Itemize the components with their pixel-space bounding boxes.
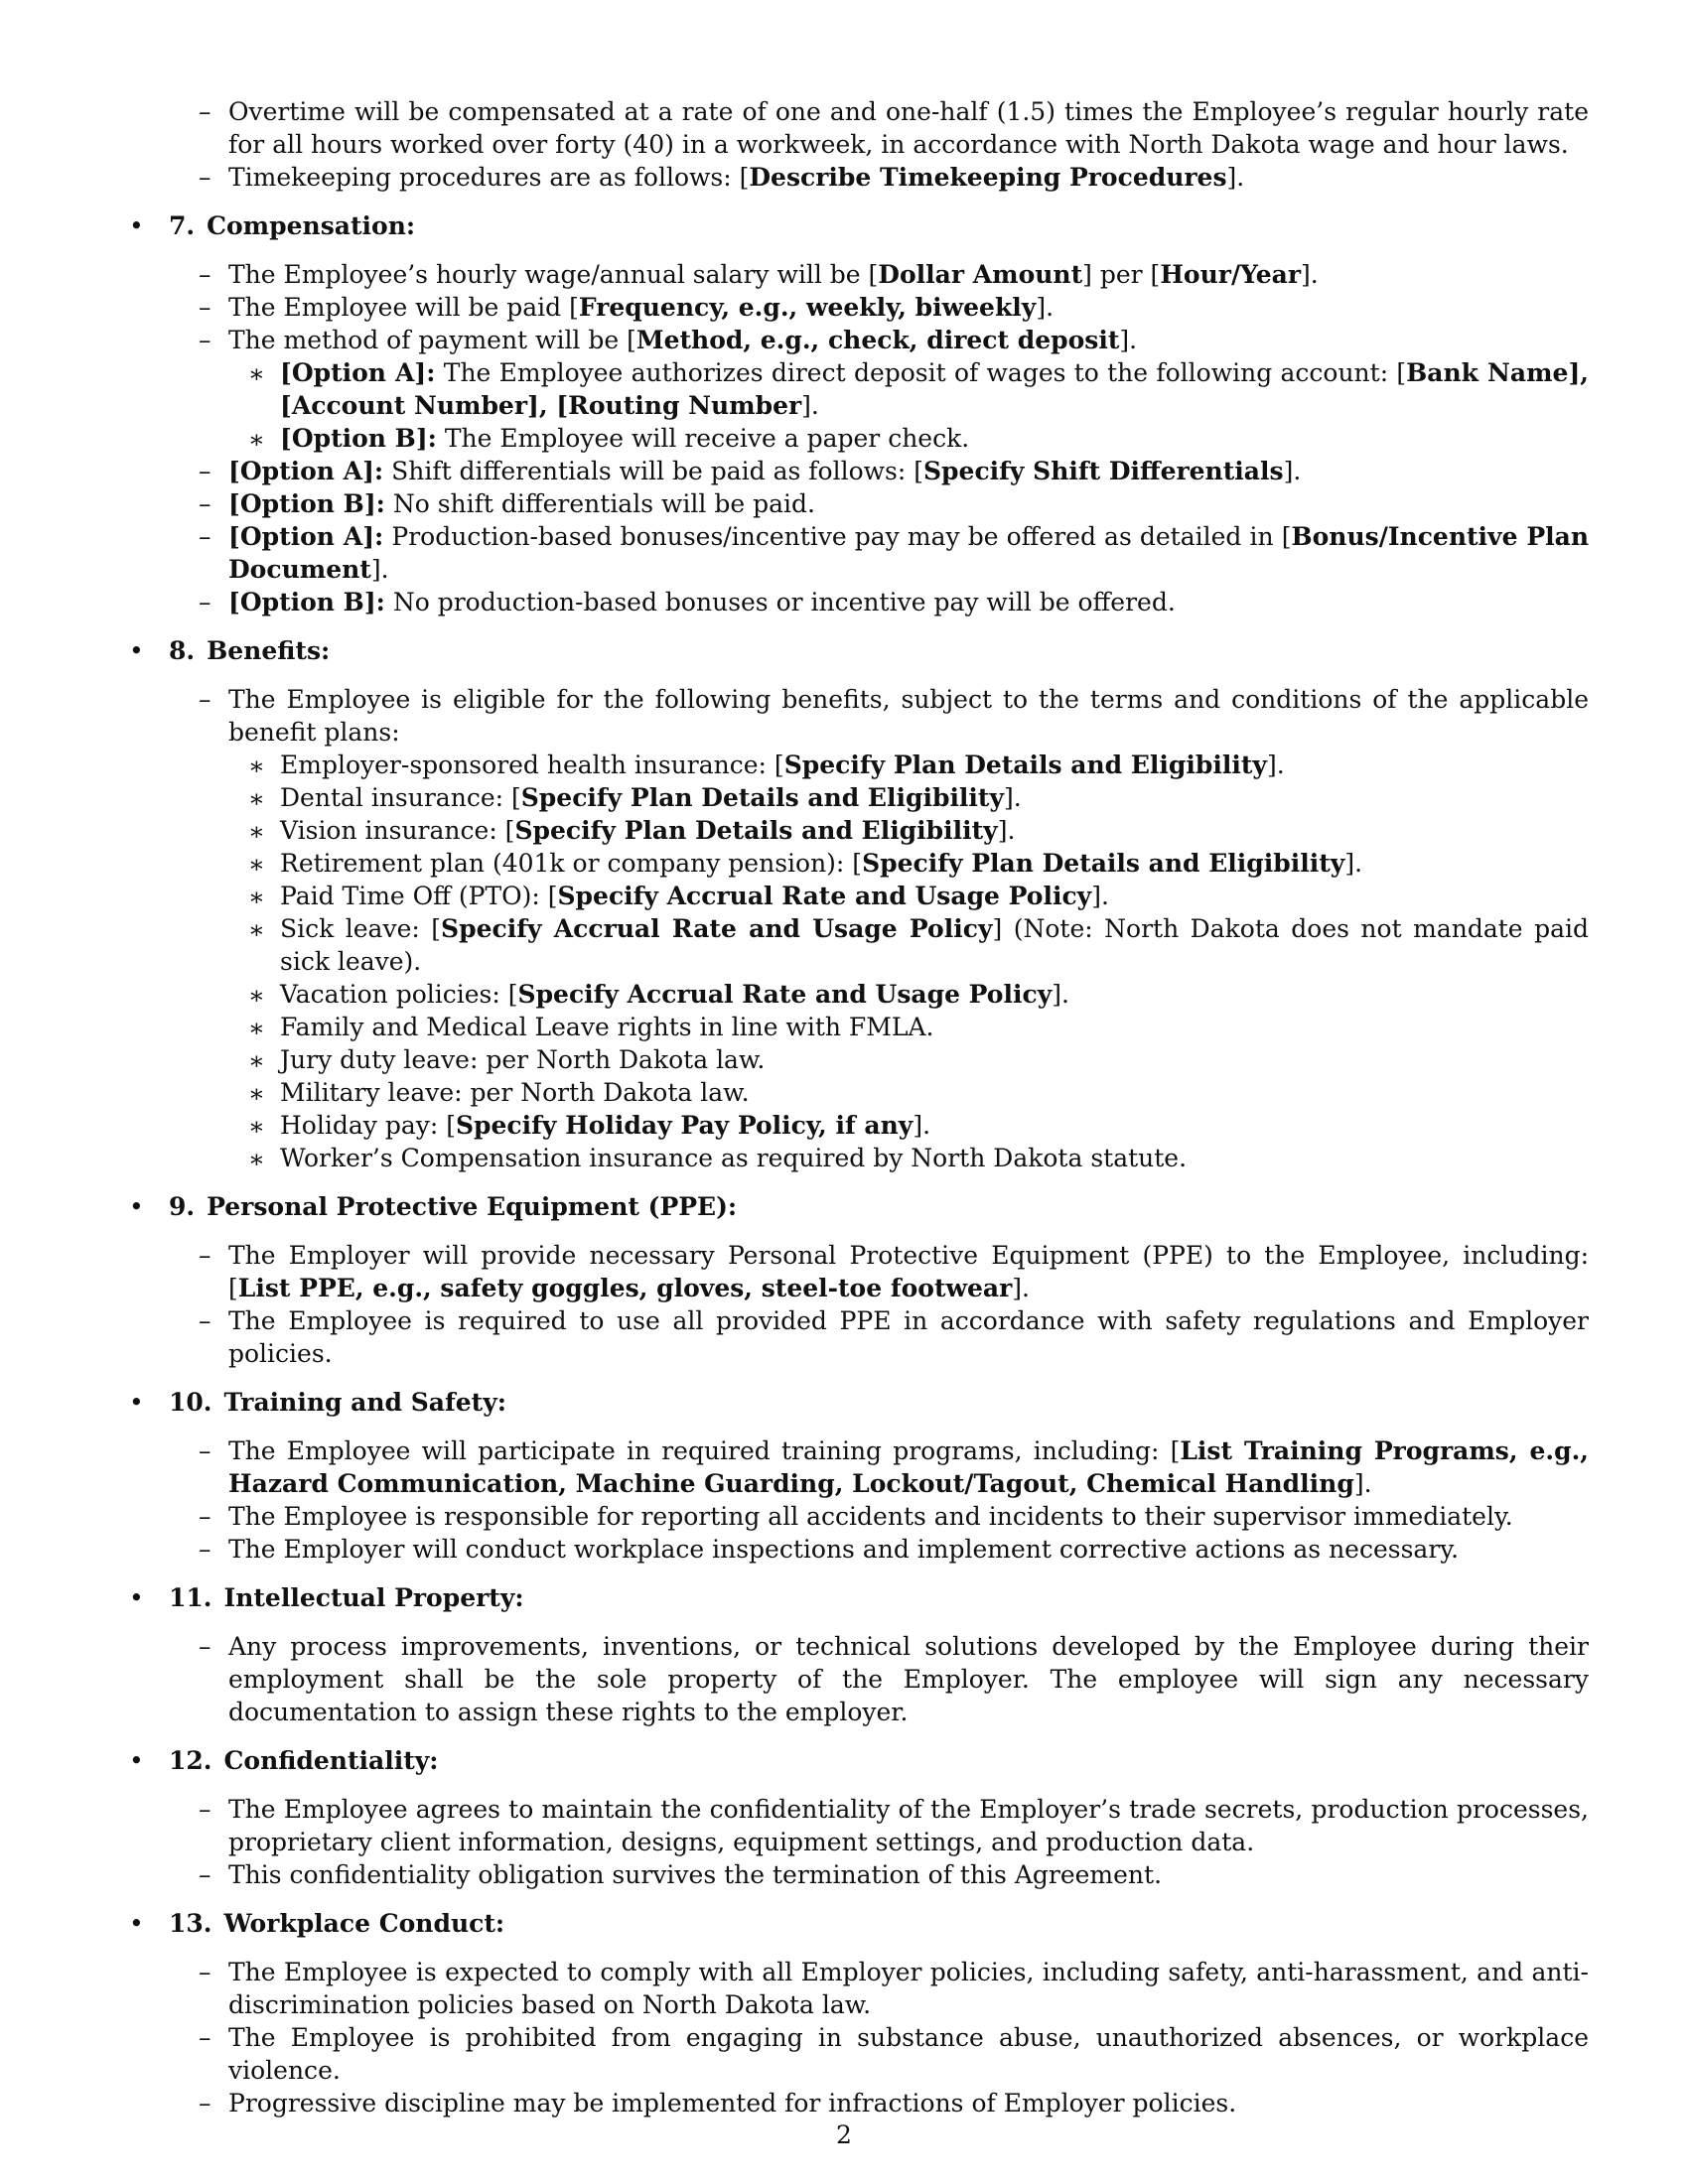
section-heading-training: • 10. Training and Safety: <box>129 1388 506 1417</box>
bullet-marker: • <box>129 211 144 240</box>
list-item-discipline: – Progressive discipline may be implemented for infractions of Employer policies. <box>199 2089 1237 2117</box>
page-number: 2 <box>836 2120 852 2149</box>
sub-item-retirement: ∗ Retirement plan (401k or company pension): [Specify Plan Details and Eligibility]. <box>248 849 1363 879</box>
sub-item-holiday: ∗ Holiday pay: [Specify Holiday Pay Policy, if any]. <box>248 1111 931 1141</box>
list-item-ppe-provide: – The Employer will provide necessary Personal Protective Equipment (PPE) to the Employee, including: [List PPE, e.g., safety goggles, gloves, steel-toe footwear]. <box>199 1241 1589 1302</box>
sub-item-military: ∗ Military leave: per North Dakota law. <box>248 1078 750 1108</box>
list-item-overtime: – Overtime will be compensated at a rate of one and one-half (1.5) times the Employee’s regular hourly rate for all hours worked over forty (40) in a workweek, in accordance with North Dakota wage and hour laws. <box>199 97 1589 159</box>
sub-item-workers-comp: ∗ Worker’s Compensation insurance as required by North Dakota statute. <box>248 1144 1188 1173</box>
list-item-timekeeping: – Timekeeping procedures are as follows: [Describe Timekeeping Procedures]. <box>199 163 1245 192</box>
section-heading-confidentiality: • 12. Confidentiality: <box>129 1746 439 1775</box>
list-item-comply: – The Employee is expected to comply with all Employer policies, including safety, anti-harassment, and anti-discrimination policies based on North Dakota law. <box>199 1958 1589 2019</box>
list-item-benefits-intro: – The Employee is eligible for the following benefits, subject to the terms and conditions of the applicable benefit plans: <box>199 685 1589 747</box>
list-item-reporting: – The Employee is responsible for reporting all accidents and incidents to their supervisor immediately. <box>199 1502 1513 1531</box>
list-item-bonus-option-a: – [Option A]: Production-based bonuses/incentive pay may be offered as detailed in [Bonus/Incentive Plan Document]. <box>199 522 1590 584</box>
section-heading-benefits: • 8. Benefits: <box>129 636 331 665</box>
sub-item-dental: ∗ Dental insurance: [Specify Plan Details and Eligibility]. <box>248 783 1022 813</box>
sub-item-health: ∗ Employer-sponsored health insurance: [Specify Plan Details and Eligibility]. <box>248 751 1285 780</box>
list-item-prohibited: – The Employee is prohibited from engaging in substance abuse, unauthorized absences, or workplace violence. <box>199 2023 1589 2085</box>
sub-item-pto: ∗ Paid Time Off (PTO): [Specify Accrual Rate and Usage Policy]. <box>248 882 1109 911</box>
sub-item-jury-duty: ∗ Jury duty leave: per North Dakota law. <box>248 1045 766 1075</box>
placeholder-timekeeping: Describe Timekeeping Procedures <box>749 163 1227 192</box>
list-item-payment-method: – The method of payment will be [Method, e.g., check, direct deposit]. <box>199 326 1138 354</box>
list-item-pay-frequency: – The Employee will be paid [Frequency, e.g., weekly, biweekly]. <box>199 293 1055 322</box>
sub-item-vacation: ∗ Vacation policies: [Specify Accrual Rate and Usage Policy]. <box>248 980 1069 1010</box>
list-item-wage: – The Employee’s hourly wage/annual salary will be [Dollar Amount] per [Hour/Year]. <box>199 260 1319 289</box>
dash-marker: – <box>199 163 211 192</box>
list-item-shift-option-a: – [Option A]: Shift differentials will be paid as follows: [Specify Shift Differentials]. <box>199 457 1302 485</box>
sub-item-sick-leave: ∗ Sick leave: [Specify Accrual Rate and Usage Policy] (Note: North Dakota does not mandate paid sick leave). <box>248 914 1589 976</box>
sub-item-vision: ∗ Vision insurance: [Specify Plan Details and Eligibility]. <box>248 816 1016 846</box>
sub-item-fmla: ∗ Family and Medical Leave rights in line with FMLA. <box>248 1013 934 1042</box>
section-heading-conduct: • 13. Workplace Conduct: <box>129 1909 505 1938</box>
list-item-inspections: – The Employer will conduct workplace inspections and implement corrective actions as necessary. <box>199 1535 1460 1564</box>
list-item-training-programs: – The Employee will participate in required training programs, including: [List Training Programs, e.g., Hazard Communication, Machine Guarding, Lockout/Tagout, Chemical Handling]. <box>199 1436 1589 1498</box>
section-heading-ip: • 11. Intellectual Property: <box>129 1583 524 1612</box>
list-item-bonus-option-b: – [Option B]: No production-based bonuses or incentive pay will be offered. <box>199 588 1176 616</box>
sub-item-paper-check: ∗ [Option B]: The Employee will receive a paper check. <box>248 424 970 454</box>
list-item-ppe-use: – The Employee is required to use all provided PPE in accordance with safety regulations and Employer policies. <box>199 1306 1589 1368</box>
sub-item-direct-deposit: ∗ [Option A]: The Employee authorizes direct deposit of wages to the following account: [Bank Name], [Account Number], [Routing Number]. <box>248 358 1589 420</box>
dash-marker: – <box>199 97 211 126</box>
section-heading-compensation: • 7. Compensation: <box>129 211 416 240</box>
list-item-shift-option-b: – [Option B]: No shift differentials will be paid. <box>199 489 815 518</box>
list-item-ip: – Any process improvements, inventions, or technical solutions developed by the Employee during their employment shall be the sole property of the Employer. The employee will sign any necessary documentation to assign these rights to the employer. <box>199 1632 1589 1726</box>
list-item-survival: – This confidentiality obligation survives the termination of this Agreement. <box>199 1860 1163 1889</box>
document-body <box>129 95 1589 2119</box>
section-heading-ppe: • 9. Personal Protective Equipment (PPE): <box>129 1192 738 1221</box>
list-item-confidentiality: – The Employee agrees to maintain the confidentiality of the Employer’s trade secrets, production processes, proprietary client information, designs, equipment settings, and production data. <box>199 1795 1589 1856</box>
